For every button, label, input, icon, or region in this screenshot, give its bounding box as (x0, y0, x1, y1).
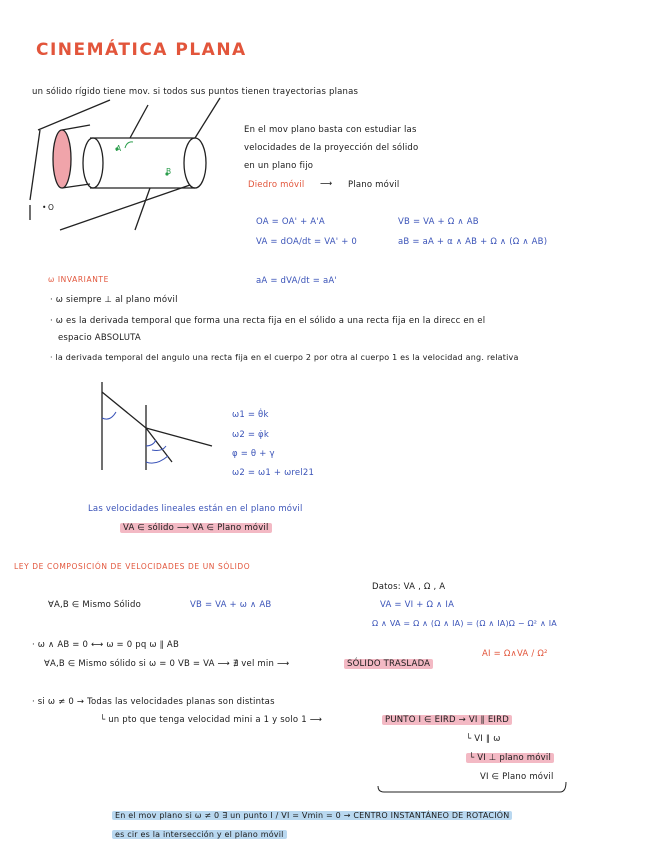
angle-figure (102, 382, 212, 470)
plane-text-1: En el mov plano basta con estudiar las (244, 125, 417, 135)
ley-heading: LEY DE COMPOSICIÓN DE VELOCIDADES DE UN SÓLIDO (14, 562, 251, 571)
pto-min-line: └ un pto que tenga velocidad mini a 1 y solo 1 ⟶ (100, 715, 323, 725)
invariant-bullet-2: · ω es la derivada temporal que forma una recta fija en el sólido a una recta fija en la direcc en el (50, 316, 486, 326)
condition-2: ∀A,B ∈ Mismo sólido si ω = 0 VB = VA ⟶ ∄ vel min ⟶ (44, 659, 290, 669)
diedro-label: Diedro móvil (248, 180, 305, 190)
plane-text-2: velocidades de la proyección del sólido (244, 143, 419, 153)
solido-traslada: SÓLIDO TRASLADA (344, 659, 433, 669)
fig1-label-b: B (166, 167, 172, 176)
final-line-2: es cir es la intersección y el plano móvil (112, 830, 287, 839)
invariant-bullet-2b: espacio ABSOLUTA (58, 333, 141, 343)
fig2-eq-2: ω2 = φ̇k (232, 430, 269, 440)
vi-parallel: └ VI ∥ ω (466, 734, 501, 744)
vi-perp-plane: └ VI ⊥ plano móvil (466, 753, 554, 763)
fig1-label-o: O (48, 203, 55, 212)
condition-1: · ω ∧ AB = 0 ⟷ ω = 0 pq ω ∥ AB (32, 640, 179, 650)
fig2-eq-1: ω1 = θ̇k (232, 410, 269, 420)
rule-left: ∀A,B ∈ Mismo Sólido (48, 600, 141, 610)
fig2-eq-4: ω2 = ω1 + ωrel21 (232, 468, 315, 478)
eq-left-3: aA = dVA/dt = aA' (256, 276, 337, 286)
eq-right-1: VB = VA + Ω ∧ AB (398, 217, 479, 227)
si-omega-line: · si ω ≠ 0 → Todas las velocidades planas son distintas (32, 697, 275, 707)
invariant-bullet-3: · la derivada temporal del angulo una recta fija en el cuerpo 2 por otra al cuerpo 1 es la velocidad ang. relativa (50, 353, 519, 362)
eq-left-2: VA = dOA/dt = VA' + 0 (256, 237, 358, 247)
page-title: CINEMÁTICA PLANA (36, 40, 247, 60)
linear-velocities-line: Las velocidades lineales están en el plano móvil (88, 504, 303, 514)
diedro-arrow: ⟶ (320, 179, 333, 189)
final-line-1: En el mov plano si ω ≠ 0 ∃ un punto I / VI = Vmin = 0 → CENTRO INSTANTÁNEO DE ROTACIÓN (112, 811, 512, 820)
rule-right: VB = VA + ω ∧ AB (190, 600, 272, 610)
punto-i-highlight: PUNTO I ∈ EIRD → VI ∥ EIRD (382, 715, 512, 725)
plane-text-3: en un plano fijo (244, 161, 314, 171)
fig1-label-a: A (116, 144, 122, 153)
eq-left-1: OA = OA' + A'A (256, 217, 325, 227)
ai-eq: AI = Ω∧VA / Ω² (482, 649, 548, 659)
cylinder-figure (30, 98, 220, 230)
datos-label: Datos: VA , Ω , A (372, 582, 446, 592)
vi-in-plane: VI ∈ Plano móvil (480, 772, 554, 782)
plano-movil-label: Plano móvil (348, 180, 400, 190)
invariant-bullet-1: · ω siempre ⊥ al plano móvil (50, 295, 178, 305)
eq-right-2: aB = aA + α ∧ AB + Ω ∧ (Ω ∧ AB) (398, 237, 548, 247)
intro-line: un sólido rígido tiene mov. si todos sus puntos tienen trayectorias planas (32, 87, 359, 97)
invariant-heading: ω INVARIANTE (48, 275, 109, 284)
va-eq: VA = VI + Ω ∧ IA (380, 600, 455, 610)
linear-velocities-highlight: VA ∈ sólido ⟶ VA ∈ Plano móvil (120, 523, 272, 533)
omega-eq: Ω ∧ VA = Ω ∧ (Ω ∧ IA) = (Ω ∧ IA)Ω − Ω² ∧ IA (372, 619, 557, 628)
fig2-eq-3: φ = θ + γ (232, 449, 275, 459)
